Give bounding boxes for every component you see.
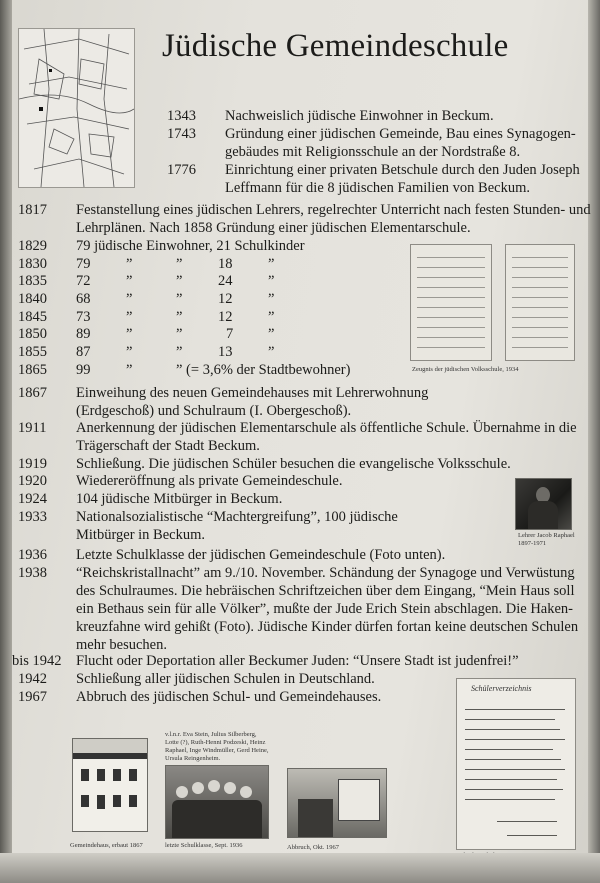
board-left-edge — [0, 0, 12, 883]
entry-text: 79 jüdische Einwohner, 21 Schulkinder — [76, 238, 305, 254]
photo-caption: letzte Schulklasse, Sept. 1936 — [165, 842, 243, 849]
stats-residents: 89 — [76, 326, 91, 342]
certificate-caption: Zeugnis der jüdischen Volksschule, 1934 — [412, 366, 519, 373]
certificate-image-left — [410, 244, 492, 361]
entry-text: Einrichtung einer privaten Betschule durch den Juden Joseph Leffmann für die 8 jüdischen Familien von Beckum. — [225, 162, 580, 196]
entry-text: Wiedereröffnung als private Gemeindeschule. — [76, 473, 343, 489]
ditto-mark: ” — [268, 326, 275, 342]
ditto-mark: ” — [126, 273, 133, 289]
entry-text: 104 jüdische Mitbürger in Beckum. — [76, 491, 283, 507]
stats-residents: 99 — [76, 362, 91, 378]
entry-year: 1743 — [167, 126, 196, 142]
ditto-mark: ” — [176, 256, 183, 272]
photo-caption: Abbruch, Okt. 1967 — [287, 844, 339, 851]
entry-year: 1867 — [18, 385, 47, 401]
ditto-mark: ” — [176, 344, 183, 360]
entry-year: 1924 — [18, 491, 47, 507]
stats-year: 1835 — [18, 273, 47, 289]
entry-text: Einweihung des neuen Gemeindehauses mit Lehrerwohnung (Erdgeschoß) und Schulraum (I. Obergeschoß). — [76, 385, 429, 419]
student-list-document — [456, 678, 576, 850]
board-bottom-edge — [0, 853, 600, 883]
entry-year: 1343 — [167, 108, 196, 124]
entry-year: 1967 — [18, 689, 47, 705]
stats-residents: 72 — [76, 273, 91, 289]
board-right-edge — [588, 0, 600, 883]
ditto-mark: ” — [268, 309, 275, 325]
entry-year: 1942 — [18, 671, 47, 687]
entry-text: Schließung. Die jüdischen Schüler besuchen die evangelische Volksschule. — [76, 456, 511, 472]
stats-year: 1845 — [18, 309, 47, 325]
ditto-mark: ” — [126, 362, 133, 378]
stats-year: 1830 — [18, 256, 47, 272]
page-title: Jüdische Gemeindeschule — [162, 28, 509, 64]
community-house-photo — [72, 738, 148, 832]
last-class-photo — [165, 765, 269, 839]
ditto-mark: ” — [268, 256, 275, 272]
entry-text: Letzte Schulklasse der jüdischen Gemeindeschule (Foto unten). — [76, 547, 446, 563]
entry-text: Anerkennung der jüdischen Elementarschule als öffentliche Schule. Übernahme in die Trägerschaft der Stadt Beckum. — [76, 420, 577, 454]
ditto-mark: ” — [268, 344, 275, 360]
stats-year: 1850 — [18, 326, 47, 342]
ditto-mark: ” — [126, 326, 133, 342]
entry-text: Flucht oder Deportation aller Beckumer Juden: “Unsere Stadt ist judenfrei!” — [76, 653, 519, 669]
stats-children: 7 — [226, 326, 234, 342]
entry-year: 1938 — [18, 565, 47, 581]
entry-year: 1919 — [18, 456, 47, 472]
demolition-photo — [287, 768, 387, 838]
city-map-image — [18, 28, 135, 188]
ditto-mark: ” — [176, 326, 183, 342]
entry-year: 1817 — [18, 202, 47, 218]
entry-year: 1829 — [18, 238, 47, 254]
stats-year: 1840 — [18, 291, 47, 307]
stats-residents: 73 — [76, 309, 91, 325]
stats-note: ” (= 3,6% der Stadtbewohner) — [176, 362, 351, 378]
certificate-image-right — [505, 244, 575, 361]
entry-year: 1933 — [18, 509, 47, 525]
map-drawing — [19, 29, 134, 187]
stats-children: 12 — [218, 309, 233, 325]
ditto-mark: ” — [176, 273, 183, 289]
teacher-caption: Lehrer Jacob Raphael 1897-1971 — [518, 532, 575, 547]
stats-year: 1865 — [18, 362, 47, 378]
entry-text: Abbruch des jüdischen Schul- und Gemeindehauses. — [76, 689, 382, 705]
stats-residents: 87 — [76, 344, 91, 360]
entry-text: Festanstellung eines jüdischen Lehrers, regelrechter Unterricht nach festen Stunden- und Lehrplänen. Nach 1858 Gründung einer jüdischen Elementarschule. — [76, 202, 591, 236]
ditto-mark: ” — [176, 309, 183, 325]
stats-children: 12 — [218, 291, 233, 307]
stats-children: 13 — [218, 344, 233, 360]
entry-text: “Reichskristallnacht” am 9./10. November. Schändung der Synagoge und Verwüstung des Schulraumes. Die hebräischen Schriftzeichen über dem Eingang, “Mein Haus soll ein Bethaus sein für alle Völker”, mußte der Jude Erich Stein abschlagen. Die Haken- kreuzfahne wird gehißt (Foto). Jüdische Kinder dürfen fortan keine deutschen Schulen mehr besuchen. — [76, 565, 579, 653]
photo-caption: Gemeindehaus, erbaut 1867 — [70, 842, 143, 849]
teacher-photo — [515, 478, 572, 530]
document-header: Schülerverzeichnis — [471, 684, 532, 693]
entry-text: Nationalsozialistische “Machtergreifung”, 100 jüdische Mitbürger in Beckum. — [76, 509, 398, 543]
stats-residents: 79 — [76, 256, 91, 272]
stats-children: 18 — [218, 256, 233, 272]
ditto-mark: ” — [126, 256, 133, 272]
ditto-mark: ” — [126, 309, 133, 325]
entry-text: Gründung einer jüdischen Gemeinde, Bau eines Synagogen- gebäudes mit Religionsschule an der Nordstraße 8. — [225, 126, 576, 160]
ditto-mark: ” — [126, 344, 133, 360]
ditto-mark: ” — [126, 291, 133, 307]
ditto-mark: ” — [268, 273, 275, 289]
entry-year: 1920 — [18, 473, 47, 489]
ditto-mark: ” — [176, 291, 183, 307]
entry-text: Nachweislich jüdische Einwohner in Beckum. — [225, 108, 494, 124]
entry-year: bis 1942 — [12, 653, 62, 669]
entry-text: Schließung aller jüdischen Schulen in Deutschland. — [76, 671, 375, 687]
stats-residents: 68 — [76, 291, 91, 307]
entry-year: 1936 — [18, 547, 47, 563]
stats-year: 1855 — [18, 344, 47, 360]
stats-children: 24 — [218, 273, 233, 289]
entry-year: 1911 — [18, 420, 47, 436]
entry-year: 1776 — [167, 162, 196, 178]
ditto-mark: ” — [268, 291, 275, 307]
class-names-caption: v.l.n.r. Eva Stein, Julius Silberberg, Lotte (?), Ruth-Henni Podzeski, Heinz Raphael, Inge Windmüller, Gerd Heine, Ursula Reingenheim. — [165, 731, 269, 762]
